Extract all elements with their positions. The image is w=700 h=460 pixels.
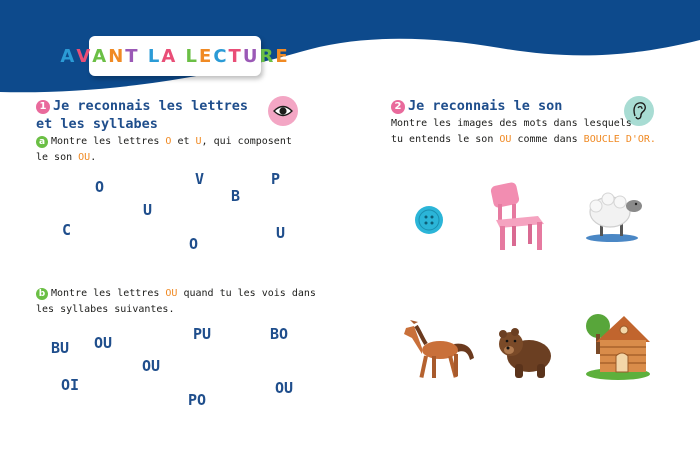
letter-p[interactable]: P bbox=[271, 170, 281, 188]
title-letter: N bbox=[108, 45, 126, 67]
letter-u-2[interactable]: U bbox=[276, 224, 286, 242]
letter-u-1[interactable]: U bbox=[143, 201, 153, 219]
title-letter bbox=[177, 46, 185, 67]
title-letter: L bbox=[147, 45, 162, 67]
title-letter: T bbox=[228, 45, 243, 67]
title-letter: E bbox=[275, 45, 290, 67]
title-letter bbox=[140, 46, 148, 67]
syllable-bo[interactable]: BO bbox=[270, 325, 289, 343]
horse-picture[interactable] bbox=[400, 318, 478, 384]
title-letter: A bbox=[161, 45, 178, 67]
bear-picture[interactable] bbox=[495, 320, 555, 380]
title-letter: V bbox=[76, 45, 93, 67]
title-letter: R bbox=[259, 45, 276, 67]
letter-v[interactable]: V bbox=[195, 170, 205, 188]
syllable-po[interactable]: PO bbox=[188, 391, 207, 409]
letter-o-1[interactable]: O bbox=[95, 178, 105, 196]
house-picture[interactable] bbox=[584, 308, 652, 380]
sheep-picture[interactable] bbox=[582, 186, 646, 244]
section2-number: 2 bbox=[391, 100, 405, 114]
section2-heading: 2 Je reconnais le son bbox=[391, 97, 562, 115]
syllable-ou-2[interactable]: OU bbox=[142, 357, 161, 375]
letter-c[interactable]: C bbox=[62, 221, 72, 239]
letter-b[interactable]: B bbox=[231, 187, 241, 205]
chair-picture[interactable] bbox=[488, 180, 548, 255]
instruction-2: Montre les images des mots dans lesquels tu entends le son OU comme dans BOUCLE D'OR. bbox=[391, 118, 656, 145]
button-picture[interactable] bbox=[412, 203, 446, 237]
title-letter: L bbox=[185, 45, 200, 67]
title-letter: A bbox=[92, 45, 109, 67]
syllable-ou-1[interactable]: OU bbox=[94, 334, 113, 352]
letter-o-2[interactable]: O bbox=[189, 235, 199, 253]
title-letter: A bbox=[60, 45, 77, 67]
section1-number: 1 bbox=[36, 100, 50, 114]
syllable-oi[interactable]: OI bbox=[61, 376, 80, 394]
eye-icon bbox=[268, 96, 298, 126]
syllable-bu[interactable]: BU bbox=[51, 339, 70, 357]
syllable-ou-3[interactable]: OU bbox=[275, 379, 294, 397]
title-letter: T bbox=[125, 45, 140, 67]
title-letter: E bbox=[199, 45, 214, 67]
syllable-pu[interactable]: PU bbox=[193, 325, 212, 343]
section1-heading: 1 Je reconnais les lettres et les syllabes bbox=[36, 98, 249, 132]
title-letter: C bbox=[213, 45, 229, 67]
instruction-a: a Montre les lettres O et U, qui composent le son OU. bbox=[36, 136, 292, 163]
title-letter: U bbox=[242, 45, 260, 67]
page-title bbox=[60, 36, 290, 76]
instruction-b: b Montre les lettres OU quand tu les vois dans les syllabes suivantes. bbox=[36, 288, 316, 315]
